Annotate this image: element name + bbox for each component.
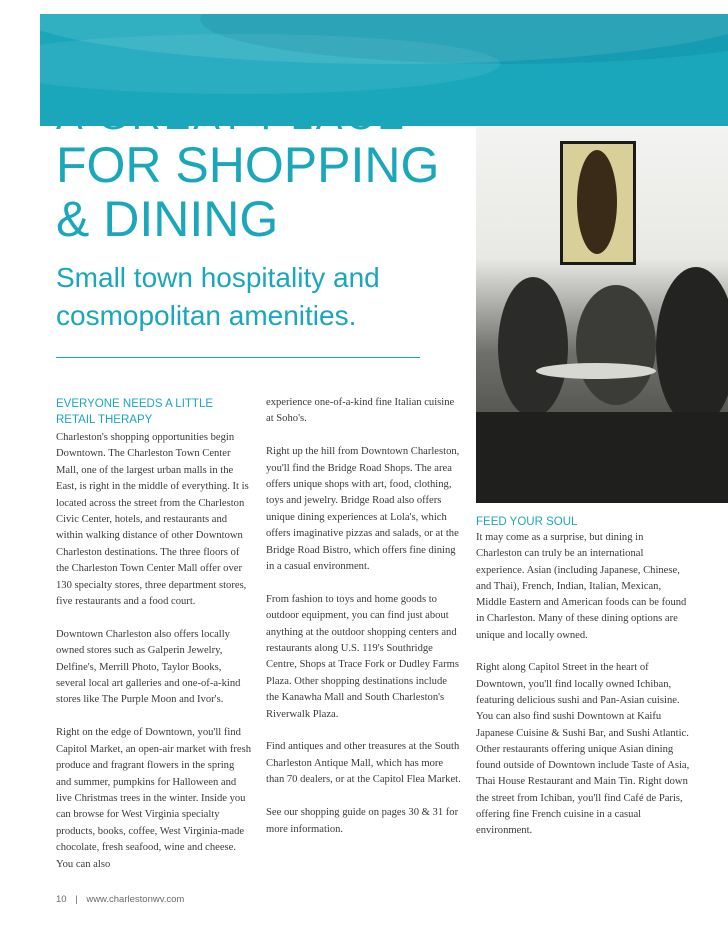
title-line-2: FOR SHOPPING (56, 137, 440, 193)
paragraph: Downtown Charleston also offers locally owned stores such as Galperin Jewelry, Delfine's, Merrill Photo, Taylor Books, several local art galleries and one-of-a-kind stores like The Purple Moon and Ivor's. (56, 628, 241, 706)
footer-separator: | (75, 894, 78, 905)
footer-url: www.charlestonwv.com (86, 894, 185, 905)
paragraph: Right on the edge of Downtown, you'll find Capitol Market, an open-air market with fresh produce and fragrant flowers in the spring and summer, pumpkins for Halloween and live Christmas trees in the winter. Inside you can browse for West Virginia specialty products, books, coffee, West Virginia-made chocolate, fresh seafood, wine and cheese. You can also (56, 727, 252, 870)
photo-table (476, 412, 728, 503)
divider-rule (56, 357, 420, 358)
title-line-3: & DINING (56, 191, 279, 247)
page-number: 10 (56, 894, 67, 905)
paragraph: Charleston's shopping opportunities begin Downtown. The Charleston Town Center Mall, one of the largest urban malls in the East, is right in the middle of everything. It is located across the street from the Charleston Civic Center, hotels, and restaurants and within walking distance of other Downtown Charleston destinations. The three floors of the Charleston Town Center Mall offer over 130 specialty stores, three department stores, five restaurants and a food court. (56, 432, 249, 608)
photo-table-top (536, 363, 656, 379)
page-subtitle: Small town hospitality and cosmopolitan amenities. (56, 262, 380, 331)
paragraph: It may come as a surprise, but dining in Charleston can truly be an international experience. Asian (including Japanese, Chinese, and Thai), French, Indian, Italian, Mexican, Middle Eastern and American foods can be found in Charleston. Many of these dining options are unique and locally owned. (476, 532, 687, 641)
page-title (56, 94, 439, 246)
photo-artwork-frame (560, 141, 636, 265)
paragraph: experience one-of-a-kind fine Italian cuisine at Soho's. (266, 397, 455, 425)
photo-diner-figure (576, 285, 656, 405)
article-column-1 (56, 396, 252, 873)
paragraph: Right along Capitol Street in the heart of Downtown, you'll find locally owned Ichiban, featuring delicious sushi and Pan-Asian cuisine. You can also find sushi Downtown at Kaifu Japanese Cuisine & Sushi Bar, and Sushi Atlantic. Other restaurants offering unique Asian dining found outside of Downtown include Taste of Asia, Thai House Restaurant and Main Tin. Right down the street from Ichiban, you'll find Café de Paris, offering fine French cuisine in a casual environment. (476, 662, 690, 837)
photo-diner-figure (656, 267, 728, 427)
retail-heading: EVERYONE NEEDS A LITTLE RETAIL THERAPY (56, 398, 214, 426)
page-footer (56, 894, 190, 905)
restaurant-photo (476, 127, 728, 503)
wave-decoration (40, 34, 500, 94)
article-column-2 (266, 395, 462, 838)
photo-diner-figure (498, 277, 568, 417)
title-line-1: A GREAT PLACE (56, 94, 407, 138)
paragraph: See our shopping guide on pages 30 & 31 for more information. (266, 807, 459, 835)
paragraph: Find antiques and other treasures at the South Charleston Antique Mall, which has more than 70 dealers, or at the Capitol Flea Market. (266, 741, 461, 786)
paragraph: From fashion to toys and home goods to outdoor equipment, you can find just about anything at the outdoor shopping centers and restaurants along U.S. 119's Southridge Centre, Shops at Trace Fork or Dudley Farms Plaza. Other shopping destinations include the Kanawha Mall and South Charleston's Riverwalk Plaza. (266, 593, 460, 720)
dining-heading: FEED YOUR SOUL (476, 516, 578, 528)
paragraph: Right up the hill from Downtown Charleston, you'll find the Bridge Road Shops. The area offers unique shops with art, food, clothing, toys and jewelry. Bridge Road also offers unique dining experiences at Lola's, which offers imaginative pizzas and salads, or at the Bridge Road Bistro, which offers fine dining in a casual environment. (266, 446, 460, 573)
article-column-3 (476, 514, 690, 840)
